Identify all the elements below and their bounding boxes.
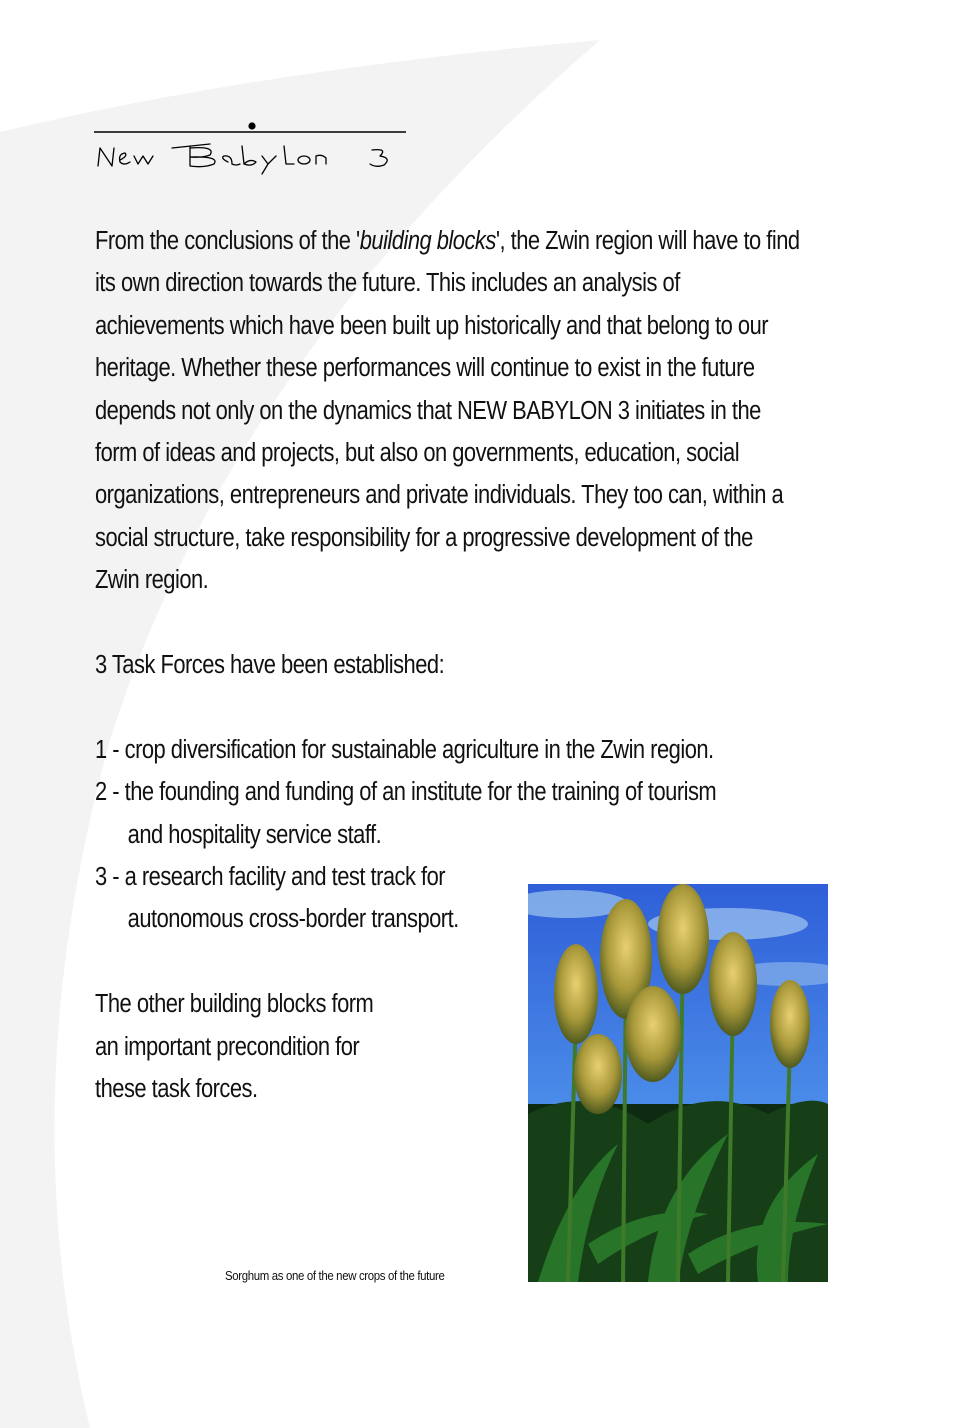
intro-text-rest: ', the Zwin region will have to find its own direction towards the future. This includes an analysis of achievements which have been built up historically and that belong to our heritage. Whether these performances will continue to exist in the future depends not only on the dynamics that NEW BABYLON 3 initiates in the form of ideas and projects, but also on governments, education, social organizations, entrepreneurs and private individuals. They too can, within a social structure, take responsibility for a progressive development of the Zwin region. xyxy=(95,227,800,595)
task-intro: 3 Task Forces have been established: xyxy=(95,651,445,680)
task-item-2-continued: and hospitality service staff. xyxy=(127,820,382,849)
task-item-1: 1 - crop diversification for sustainable agriculture in the Zwin region. xyxy=(95,735,714,764)
task-item-3-continued: autonomous cross-border transport. xyxy=(127,905,459,934)
intro-paragraph xyxy=(95,220,800,602)
closing-line-3: these task forces. xyxy=(95,1075,258,1104)
photo-caption: Sorghum as one of the new crops of the future xyxy=(225,1268,445,1283)
closing-line-2: an important precondition for xyxy=(95,1032,360,1061)
closing-line-1: The other building blocks form xyxy=(95,990,374,1019)
task-item-3: 3 - a research facility and test track for xyxy=(95,863,446,892)
sorghum-photo xyxy=(528,884,828,1282)
intro-emphasis: building blocks xyxy=(359,227,496,255)
task-item-2: 2 - the founding and funding of an institute for the training of tourism xyxy=(95,778,717,807)
new-babylon-3-logo xyxy=(90,118,410,178)
intro-text-start: From the conclusions of the ' xyxy=(95,227,360,255)
